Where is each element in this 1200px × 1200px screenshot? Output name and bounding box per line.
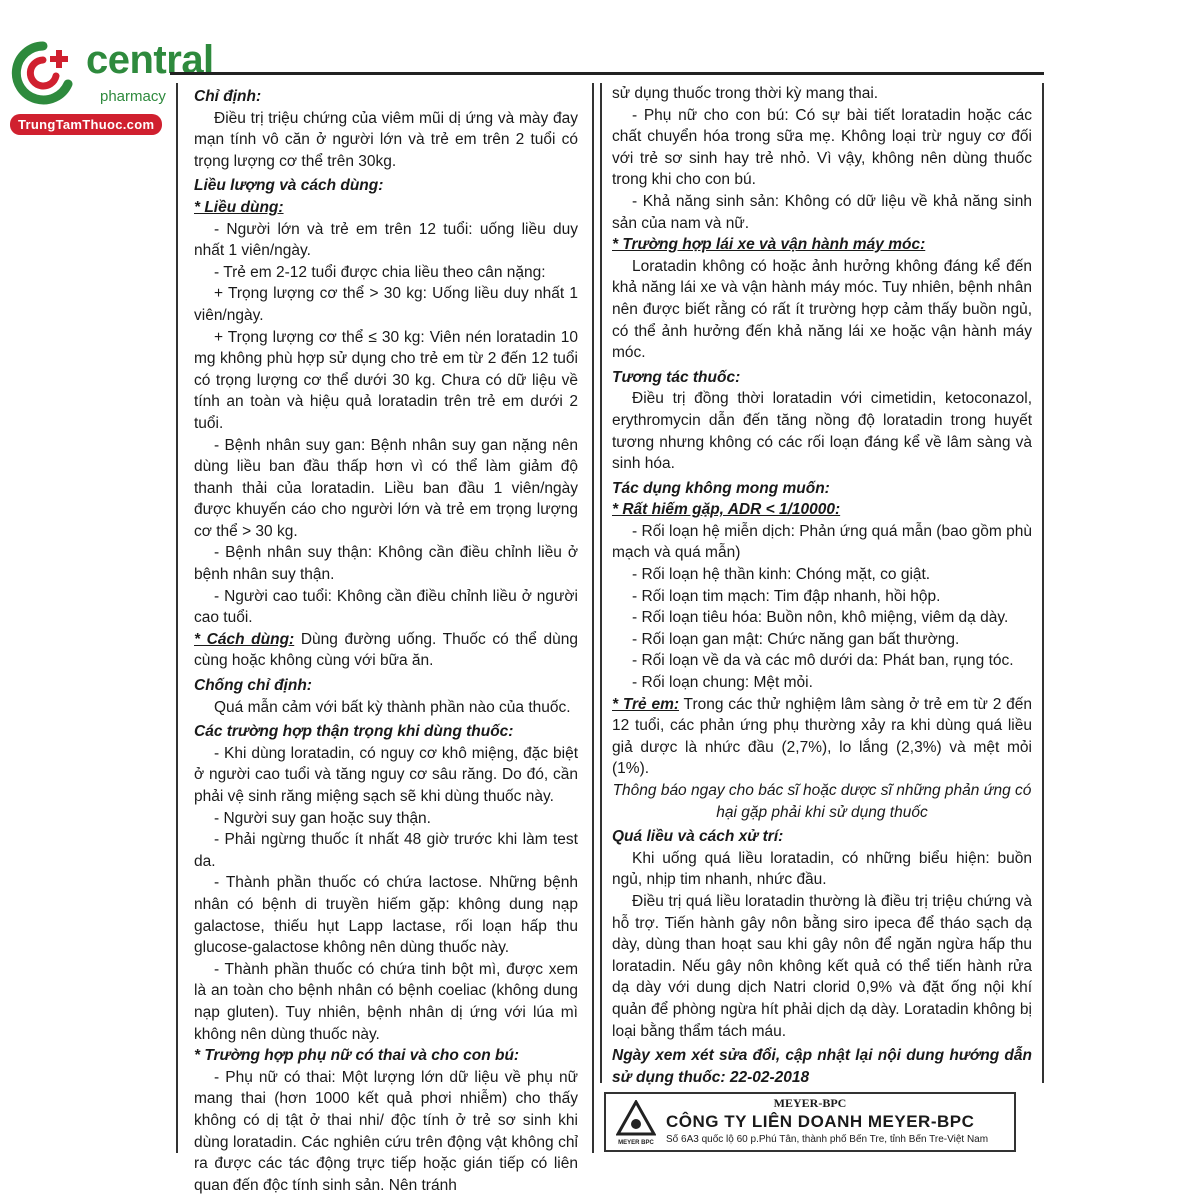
paragraph: - Rối loạn hệ thần kinh: Chóng mặt, co giật.	[632, 566, 931, 584]
paragraph: * Liều dùng:	[194, 198, 284, 216]
paragraph: - Phụ nữ có thai: Một lượng lớn dữ liệu về phụ nữ mang thai (hơn 1000 kết quả phơi nhiễm) cho thấy không có dị tật ở thai nhi/ độc tính ở trẻ sơ sinh khi dùng loratadin. Các nghiên cứu trên động vật không chỉ ra được các tác động trực tiếp hoặc gián tiếp có liên quan đến độc tính sinh sản. Nên tránh	[194, 1068, 578, 1194]
paragraph: - Bệnh nhân suy thận: Không cần điều chỉnh liều ở bệnh nhân suy thận.	[194, 544, 578, 584]
footer-logo-label: MEYER BPC	[618, 1140, 654, 1146]
footer-company: CÔNG TY LIÊN DOANH MEYER-BPC	[666, 1112, 975, 1131]
paragraph: - Bệnh nhân suy gan: Bệnh nhân suy gan nặng nên dùng liều ban đầu thấp hơn vì có thể làm giảm độ thanh thải của loratadin. Liều ban đầu 1 viên/ngày được khuyến cáo cho người lớn và trẻ em trọng lượng cơ thể > 30 kg.	[194, 436, 578, 540]
paragraph: Tương tác thuốc:	[612, 368, 741, 386]
paragraph: - Phụ nữ cho con bú: Có sự bài tiết loratadin hoặc các chất chuyển hóa trong sữa mẹ. Không loại trừ nguy cơ đối với trẻ sơ sinh hay trẻ nhỏ. Vì vậy, không nên dùng thuốc trong khi cho con bú.	[612, 106, 1032, 189]
logo-subtitle: pharmacy	[100, 88, 166, 105]
paragraph: Khi uống quá liều loratadin, có những biểu hiện: buồn ngủ, nhịp tim nhanh, nhức đầu.	[612, 849, 1032, 889]
paragraph: - Thành phần thuốc có chứa tinh bột mì, được xem là an toàn cho bệnh nhân có bệnh coeliac (không dung nạp gluten). Tuy nhiên, bệnh nhân dị ứng với lúa mì không nên dùng thuốc này.	[194, 960, 578, 1043]
footer-address: Số 6A3 quốc lộ 60 p.Phú Tân, thành phố Bến Tre, tỉnh Bến Tre-Việt Nam	[666, 1134, 989, 1145]
leaflet-sheet	[170, 72, 1044, 1194]
paragraph: Các trường hợp thận trọng khi dùng thuốc:	[194, 723, 514, 741]
paragraph: Điều trị quá liều loratadin thường là điều trị triệu chứng và hỗ trợ. Tiến hành gây nôn bằng siro ipeca để tháo sạch dạ dày, dùng than hoạt sau khi gây nôn để ngăn ngừa hấp thu loratadin. Nếu gây nôn không kết quả có thể tiến hành rửa dạ dày với dung dịch Natri clorid 0,9% và đặt ống nội khí quản để phòng ngừa hít phải dịch dạ dày. Loratadin không bị loại bằng thẩm tách máu.	[612, 892, 1032, 1040]
paragraph: Điều trị triệu chứng của viêm mũi dị ứng và mày đay mạn tính vô căn ở người lớn và trẻ em trên 2 tuổi có trọng lượng cơ thể trên 30kg.	[194, 109, 578, 170]
paragraph: - Trẻ em 2-12 tuổi được chia liều theo cân nặng:	[214, 263, 546, 281]
inline-text: Trong các thử nghiệm lâm sàng ở trẻ em từ 2 đến 12 tuổi, các phản ứng phụ thường xảy ra khi dùng quá liều giả dược là nhức đầu (2,7%), lo lắng (2,3%) và mệt mỏi (1%).	[612, 695, 1032, 778]
paragraph: - Thành phần thuốc có chứa lactose. Những bệnh nhân có bệnh di truyền hiếm gặp: không dung nạp galactose, thiếu hụt Lapp lactase, rối loạn hấp thu glucose-galactose không nên dùng thuốc này.	[194, 874, 578, 957]
paragraph: Tác dụng không mong muốn:	[612, 479, 830, 497]
paragraph: - Rối loạn hệ miễn dịch: Phản ứng quá mẫn (bao gồm phù mạch và quá mẫn)	[612, 522, 1032, 562]
inline-heading: * Cách dùng:	[194, 630, 295, 648]
inline-text: Dùng đường uống. Thuốc có thể dùng cùng hoặc không cùng với bữa ăn.	[194, 630, 578, 670]
footer-brand: MEYER-BPC	[773, 1096, 847, 1110]
right-column	[600, 83, 1044, 1086]
paragraph: - Khi dùng loratadin, có nguy cơ khô miệng, đặc biệt ở người cao tuổi và tăng nguy cơ sâu răng. Do đó, cần phải vệ sinh răng miệng sạch sẽ khi dùng thuốc này.	[194, 744, 578, 805]
pharmacy-cross-icon	[10, 40, 76, 106]
paragraph: Chống chỉ định:	[194, 677, 312, 695]
paragraph	[194, 629, 578, 672]
paragraph: Ngày xem xét sửa đổi, cập nhật lại nội dung hướng dẫn sử dụng thuốc: 22-02-2018	[612, 1047, 1032, 1086]
logo-url: TrungTamThuoc.com	[10, 114, 162, 135]
paragraph: - Rối loạn tiêu hóa: Buồn nôn, khô miệng, viêm dạ dày.	[632, 609, 1009, 627]
paragraph: - Rối loạn về da và các mô dưới da: Phát ban, rụng tóc.	[632, 652, 1014, 670]
paragraph: Loratadin không có hoặc ảnh hưởng không đáng kể đến khả năng lái xe và vận hành máy móc. Tuy nhiên, bệnh nhân nên được biết rằng có rất ít trường hợp cảm thấy buồn ngủ, có thể ảnh hưởng đến khả năng lái xe hoặc vận hành máy móc.	[612, 257, 1032, 362]
paragraph: - Người suy gan hoặc suy thận.	[214, 809, 431, 827]
paragraph: sử dụng thuốc trong thời kỳ mang thai.	[612, 85, 879, 102]
paragraph: Chỉ định:	[194, 88, 262, 105]
paragraph: - Rối loạn tim mạch: Tim đập nhanh, hồi hộp.	[632, 587, 941, 605]
logo-name: central	[86, 38, 214, 82]
paragraph: + Trọng lượng cơ thể > 30 kg: Uống liều duy nhất 1 viên/ngày.	[194, 285, 578, 324]
paragraph: + Trọng lượng cơ thể ≤ 30 kg: Viên nén loratadin 10 mg không phù hợp sử dụng cho trẻ em từ 2 đến 12 tuổi có trọng lượng cơ thể dưới 30 kg. Chưa có dữ liệu về tính an toàn và hiệu quả loratadin trên trẻ em dưới 2 tuổi.	[194, 328, 578, 432]
left-column	[176, 83, 594, 1194]
manufacturer-box	[604, 1092, 1016, 1152]
paragraph: * Rất hiếm gặp, ADR < 1/10000:	[612, 501, 841, 519]
paragraph: * Trường hợp lái xe và vận hành máy móc:	[612, 236, 926, 254]
paragraph: - Khả năng sinh sản: Không có dữ liệu về khả năng sinh sản của nam và nữ.	[612, 192, 1032, 232]
paragraph: Quá mẫn cảm với bất kỳ thành phần nào của thuốc.	[214, 698, 571, 716]
paragraph: - Rối loạn chung: Mệt mỏi.	[632, 674, 813, 692]
paragraph: - Phải ngừng thuốc ít nhất 48 giờ trước khi làm test da.	[194, 831, 578, 870]
paragraph: Điều trị đồng thời loratadin với cimetidin, ketoconazol, erythromycin dẫn đến tăng nồng độ loratadin trong huyết tương nhưng không có các rối loạn đáng kể về lâm sàng và sinh hóa.	[612, 390, 1032, 473]
paragraph: - Người cao tuổi: Không cần điều chỉnh liều ở người cao tuổi.	[194, 587, 578, 627]
paragraph: Liều lượng và cách dùng:	[194, 177, 384, 195]
paragraph	[612, 694, 1032, 780]
paragraph: - Người lớn và trẻ em trên 12 tuổi: uống liều duy nhất 1 viên/ngày.	[194, 220, 578, 260]
paragraph: - Rối loạn gan mật: Chức năng gan bất thường.	[632, 630, 960, 648]
paragraph: Quá liều và cách xử trí:	[612, 828, 784, 846]
inline-heading: * Trẻ em:	[612, 695, 680, 713]
paragraph: Thông báo ngay cho bác sĩ hoặc dược sĩ những phản ứng có hại gặp phải khi sử dụng thuốc	[612, 782, 1032, 821]
paragraph: * Trường hợp phụ nữ có thai và cho con bú:	[194, 1047, 520, 1065]
